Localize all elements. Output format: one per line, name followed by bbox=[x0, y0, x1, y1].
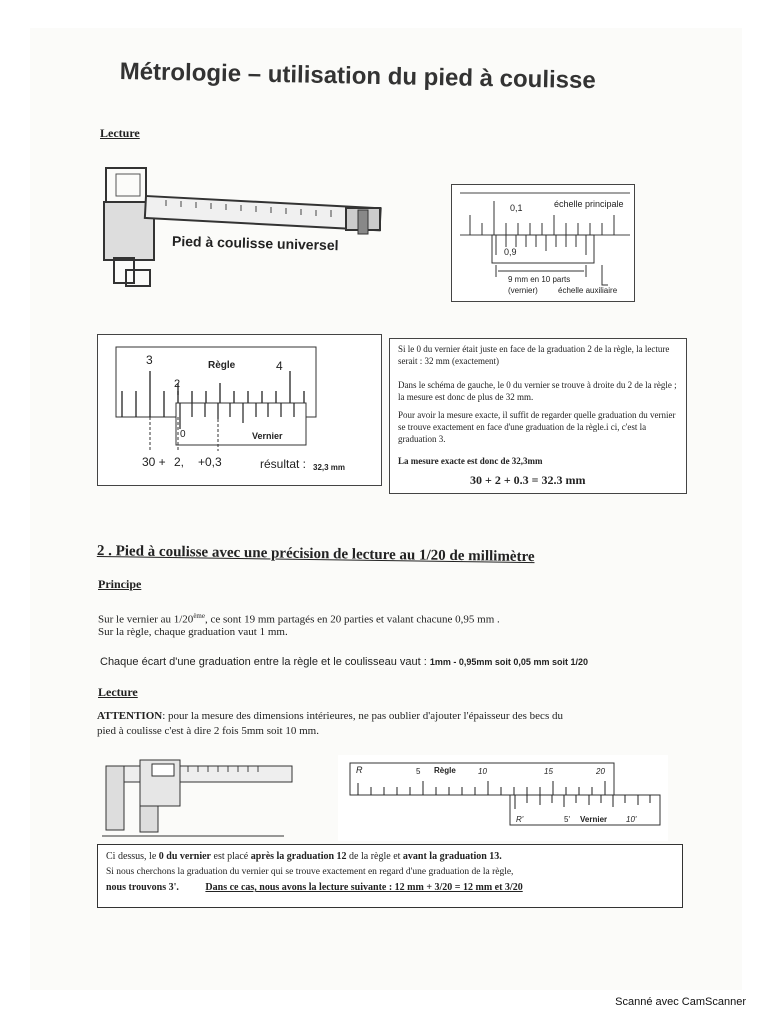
reading-figure bbox=[97, 334, 382, 486]
c-l3-b: Dans ce cas, nous avons la lecture suivante : 12 mm + 3/20 = 12 mm et 3/20 bbox=[205, 882, 523, 893]
explanation-p4: La mesure exacte est donc de 32,3mm bbox=[398, 456, 543, 466]
label-vernier-b: Vernier bbox=[580, 815, 608, 824]
ecart-text: Chaque écart d'une graduation entre la règle et le coulisseau vaut : bbox=[100, 656, 427, 668]
conclusion-box bbox=[97, 844, 683, 908]
explanation-p1: Si le 0 du vernier était juste en face de la graduation 2 de la règle, la lecture serait : 32 mm (exactement) bbox=[398, 344, 670, 366]
label-10p: 10' bbox=[626, 815, 637, 824]
explanation-formula: 30 + 2 + 0.3 = 32.3 mm bbox=[470, 473, 586, 487]
ecart-bold: 1mm - 0,95mm soit 0,05 mm soit 1/20 bbox=[429, 657, 588, 667]
c-l1-f: avant la graduation 13. bbox=[402, 851, 502, 862]
label-vernier: Vernier bbox=[252, 431, 283, 441]
label-5: 5 bbox=[416, 767, 421, 776]
c-l1-a: Ci dessus, le bbox=[106, 851, 157, 862]
label-2: 2 bbox=[174, 378, 181, 390]
label-09: 0,9 bbox=[504, 247, 517, 257]
principe-line2: Sur la règle, chaque graduation vaut 1 mm. bbox=[98, 626, 288, 638]
label-03: +0,3 bbox=[198, 455, 222, 469]
lecture-2-heading: Lecture bbox=[98, 685, 138, 699]
label-plus2: 2, bbox=[174, 455, 185, 469]
explanation-p2: Dans le schéma de gauche, le 0 du vernier se trouve à droite du 2 de la règle ; la mesure est donc de plus de 32 mm. bbox=[398, 380, 677, 402]
conclusion-line1 bbox=[106, 850, 502, 864]
c-l1-e: de la règle et bbox=[349, 851, 401, 862]
label-0: 0 bbox=[180, 429, 186, 440]
label-result-value: 32,3 mm bbox=[313, 463, 346, 472]
caliper-caption: Pied à coulisse universel bbox=[171, 232, 339, 254]
ecart-line bbox=[100, 655, 588, 669]
c-l3-a: nous trouvons 3'. bbox=[106, 882, 179, 893]
label-20: 20 bbox=[596, 767, 605, 776]
vernier-detail-figure bbox=[451, 184, 635, 302]
attention-text: : pour la mesure des dimensions intérieures, ne pas oublier d'ajouter l'épaisseur des becs du bbox=[162, 710, 563, 722]
conclusion-line3 bbox=[106, 881, 523, 895]
lecture-heading: Lecture bbox=[100, 126, 140, 140]
label-parts: 9 mm en 10 parts bbox=[508, 275, 571, 284]
label-5p: 5' bbox=[564, 815, 570, 824]
explanation-box bbox=[389, 338, 687, 494]
attention-line2: pied à coulisse c'est à dire 2 fois 5mm soit 10 mm. bbox=[97, 725, 319, 737]
label-15: 15 bbox=[544, 767, 553, 776]
label-aux-scale: échelle auxiliaire bbox=[558, 286, 618, 295]
c-l1-d: après la graduation 12 bbox=[250, 851, 347, 862]
principe-line1-sup: ème bbox=[193, 612, 205, 620]
label-regle-b: Règle bbox=[434, 766, 456, 775]
principe-line1-b: , ce sont 19 mm partagés en 20 parties et valant chacune 0,95 mm . bbox=[204, 613, 500, 626]
conclusion-line2: Si nous cherchons la graduation du vernier qui se trouve exactement en regard d'une graduation de la règle, bbox=[106, 867, 514, 877]
vernier-1-20-figure bbox=[338, 755, 668, 841]
page-title: Métrologie – utilisation du pied à coulisse bbox=[119, 58, 596, 95]
label-regle: Règle bbox=[208, 360, 236, 371]
c-l1-c: est placé bbox=[213, 851, 249, 862]
label-Rp: R' bbox=[516, 815, 524, 824]
label-30: 30 + bbox=[142, 455, 166, 469]
principe-heading: Principe bbox=[98, 577, 142, 591]
section2-heading: 2 . Pied à coulisse avec une précision de lecture au 1/20 de millimètre bbox=[96, 543, 535, 566]
label-vernier-small: (vernier) bbox=[508, 286, 538, 295]
explanation-p3: Pour avoir la mesure exacte, il suffit de regarder quelle graduation du vernier se trouve exactement en face d'une graduation de la règle.i ci, c'est la graduation 3. bbox=[398, 410, 676, 444]
principe-line1 bbox=[98, 609, 500, 627]
caliper-illustration bbox=[96, 160, 396, 295]
label-resultat: résultat : bbox=[260, 457, 307, 471]
attention-line bbox=[97, 709, 563, 723]
label-01: 0,1 bbox=[510, 203, 523, 213]
label-main-scale: échelle principale bbox=[554, 199, 624, 209]
label-R: R bbox=[356, 765, 363, 775]
label-3: 3 bbox=[146, 353, 153, 367]
attention-label: ATTENTION bbox=[97, 710, 163, 722]
caliper-1-20-illustration bbox=[98, 754, 298, 838]
footer-watermark: Scanné avec CamScanner bbox=[615, 996, 746, 1008]
principe-line1-a: Sur le vernier au 1/20 bbox=[98, 613, 194, 626]
label-4: 4 bbox=[276, 359, 283, 373]
label-10: 10 bbox=[478, 767, 487, 776]
c-l1-b: 0 du vernier bbox=[158, 851, 211, 862]
